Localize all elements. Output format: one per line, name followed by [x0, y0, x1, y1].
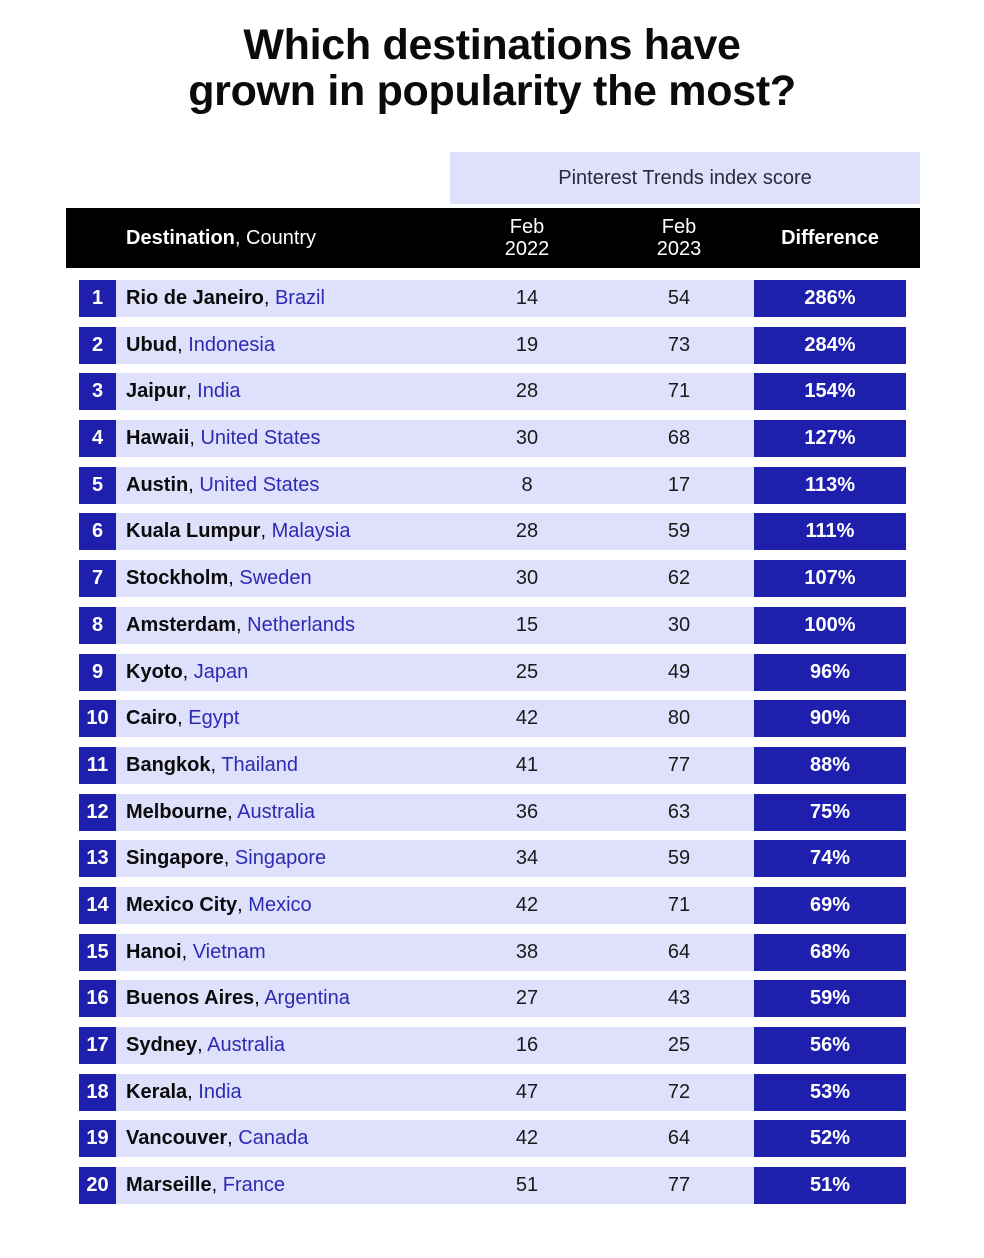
table-row — [79, 654, 906, 691]
header-destination — [126, 208, 316, 268]
destination-city: Jaipur — [126, 380, 187, 403]
destination-city: Vancouver — [126, 1127, 228, 1150]
destination-country: Mexico — [248, 893, 312, 916]
destination-city: Cairo — [126, 707, 178, 730]
rank-badge: 20 — [79, 1167, 116, 1204]
destination-country: France — [222, 1174, 285, 1197]
destination-city: Kuala Lumpur — [126, 520, 261, 543]
destination-city: Hawaii — [126, 427, 190, 450]
score-feb-2023: 59 — [667, 520, 691, 543]
difference-badge: 284% — [754, 327, 906, 364]
destination-city: Singapore — [126, 847, 224, 870]
score-feb-2023: 43 — [667, 987, 691, 1010]
table-row — [79, 887, 906, 924]
difference-badge: 127% — [754, 420, 906, 457]
destination-country: Malaysia — [271, 520, 351, 543]
table-row — [79, 420, 906, 457]
destination-cell: Marseille, France — [126, 1174, 285, 1197]
score-feb-2023: 77 — [667, 753, 691, 776]
rank-badge: 5 — [79, 467, 116, 504]
table-row — [79, 513, 906, 550]
difference-badge: 59% — [754, 980, 906, 1017]
difference-badge: 107% — [754, 560, 906, 597]
score-feb-2022: 14 — [515, 287, 539, 309]
score-feb-2022: 41 — [515, 753, 539, 776]
difference-badge: 56% — [754, 1027, 906, 1064]
destination-country: United States — [199, 473, 320, 496]
difference-badge: 154% — [754, 373, 906, 410]
table-row — [79, 1120, 906, 1157]
header-feb-2022-month: Feb — [509, 216, 545, 238]
destination-cell: Hawaii, United States — [126, 427, 321, 450]
difference-badge: 111% — [754, 513, 906, 550]
score-feb-2022: 34 — [515, 847, 539, 870]
difference-badge: 88% — [754, 747, 906, 784]
table-row — [79, 560, 906, 597]
destination-city: Hanoi — [126, 940, 182, 963]
score-feb-2023: 62 — [667, 567, 691, 590]
score-feb-2023: 73 — [667, 333, 691, 356]
score-feb-2023: 71 — [667, 380, 691, 403]
score-feb-2022: 36 — [515, 800, 539, 823]
destination-country: Brazil — [274, 287, 325, 309]
rank-badge: 9 — [79, 654, 116, 691]
rank-badge: 19 — [79, 1120, 116, 1157]
header-feb-2023-month: Feb — [661, 216, 697, 238]
rank-badge: 1 — [79, 280, 116, 317]
rank-badge: 15 — [79, 934, 116, 971]
score-feb-2022: 42 — [515, 1127, 539, 1150]
destination-city: Rio de Janeiro — [126, 287, 264, 309]
destination-city: Kerala — [126, 1080, 188, 1103]
score-feb-2023: 25 — [667, 1034, 691, 1056]
rank-badge: 13 — [79, 840, 116, 877]
score-feb-2023: 71 — [667, 893, 691, 916]
destination-country: Thailand — [221, 753, 298, 776]
difference-badge: 90% — [754, 700, 906, 737]
destination-city: Bangkok — [126, 753, 211, 776]
destination-cell: Singapore, Singapore — [126, 847, 327, 870]
score-feb-2022: 38 — [515, 940, 539, 963]
destination-country: Sweden — [239, 567, 312, 590]
destination-country: Egypt — [188, 707, 240, 730]
difference-badge: 286% — [754, 280, 906, 317]
header-feb-2023 — [619, 216, 739, 260]
destination-country: Australia — [207, 1034, 285, 1056]
score-feb-2023: 64 — [667, 940, 691, 963]
score-feb-2022: 30 — [515, 567, 539, 590]
header-destination-country: , Country — [234, 227, 317, 249]
difference-badge: 100% — [754, 607, 906, 644]
table-row — [79, 1027, 906, 1064]
table-row — [79, 934, 906, 971]
difference-badge: 96% — [754, 654, 906, 691]
destination-city: Mexico City — [126, 893, 238, 916]
score-feb-2022: 25 — [515, 660, 539, 683]
difference-badge: 51% — [754, 1167, 906, 1204]
score-feb-2023: 80 — [667, 707, 691, 730]
score-feb-2022: 8 — [521, 473, 533, 496]
score-feb-2022: 28 — [515, 380, 539, 403]
score-feb-2023: 68 — [667, 427, 691, 450]
header-feb-2023-year: 2023 — [656, 238, 702, 260]
score-feb-2023: 72 — [667, 1080, 691, 1103]
rank-badge: 8 — [79, 607, 116, 644]
destination-cell: Ubud, Indonesia — [126, 333, 275, 356]
destination-city: Melbourne — [126, 800, 228, 823]
destination-country: Canada — [238, 1127, 309, 1150]
score-feb-2023: 63 — [667, 800, 691, 823]
difference-badge: 74% — [754, 840, 906, 877]
rank-badge: 3 — [79, 373, 116, 410]
destination-cell: Melbourne, Australia — [126, 800, 315, 823]
destination-cell: Stockholm, Sweden — [126, 567, 312, 590]
destination-country: Indonesia — [188, 333, 275, 356]
destination-country: India — [198, 1080, 242, 1103]
chart-title-line-2: grown in popularity the most? — [188, 67, 796, 115]
index-score-label: Pinterest Trends index score — [450, 152, 920, 204]
destination-cell: Buenos Aires, Argentina — [126, 987, 350, 1010]
score-feb-2023: 30 — [667, 613, 691, 636]
destination-country: United States — [200, 427, 321, 450]
table-header — [66, 208, 920, 268]
header-feb-2022 — [467, 216, 587, 260]
destination-city: Marseille — [126, 1174, 212, 1197]
chart-title-line-1: Which destinations have — [243, 21, 741, 69]
chart-title — [0, 22, 984, 114]
destination-country: Netherlands — [247, 613, 356, 636]
destination-country: India — [197, 380, 241, 403]
destination-cell: Mexico City, Mexico — [126, 893, 312, 916]
table-row — [79, 1167, 906, 1204]
rank-badge: 18 — [79, 1074, 116, 1111]
score-feb-2023: 17 — [667, 473, 691, 496]
table-row — [79, 280, 906, 317]
score-feb-2023: 64 — [667, 1127, 691, 1150]
score-feb-2022: 51 — [515, 1174, 539, 1197]
table-row — [79, 840, 906, 877]
destination-cell: Austin, United States — [126, 473, 320, 496]
destination-country: Vietnam — [192, 940, 266, 963]
table-row — [79, 327, 906, 364]
rank-badge: 2 — [79, 327, 116, 364]
destination-country: Australia — [237, 800, 315, 823]
difference-badge: 113% — [754, 467, 906, 504]
difference-badge: 53% — [754, 1074, 906, 1111]
difference-badge: 69% — [754, 887, 906, 924]
table-row — [79, 980, 906, 1017]
destination-country: Argentina — [264, 987, 350, 1010]
score-feb-2022: 15 — [515, 613, 539, 636]
rank-badge: 17 — [79, 1027, 116, 1064]
score-feb-2022: 47 — [515, 1080, 539, 1103]
table-row — [79, 373, 906, 410]
destination-cell: Kerala, India — [126, 1080, 242, 1103]
destination-city: Austin — [126, 473, 189, 496]
destination-city: Ubud — [126, 333, 178, 356]
score-feb-2022: 42 — [515, 893, 539, 916]
difference-badge: 68% — [754, 934, 906, 971]
score-feb-2022: 19 — [515, 333, 539, 356]
destination-cell: Amsterdam, Netherlands — [126, 613, 356, 636]
score-feb-2023: 54 — [667, 287, 691, 309]
destination-cell: Bangkok, Thailand — [126, 753, 298, 776]
table-row — [79, 607, 906, 644]
header-destination-bold: Destination — [126, 227, 235, 249]
score-feb-2022: 42 — [515, 707, 539, 730]
destination-cell: Jaipur, India — [126, 380, 241, 403]
score-feb-2022: 27 — [515, 987, 539, 1010]
destination-cell: Vancouver, Canada — [126, 1127, 309, 1150]
rank-badge: 4 — [79, 420, 116, 457]
destination-city: Stockholm — [126, 567, 229, 590]
destination-city: Sydney — [126, 1034, 198, 1056]
score-feb-2023: 49 — [667, 660, 691, 683]
destination-city: Amsterdam — [126, 613, 237, 636]
table-row — [79, 1074, 906, 1111]
rank-badge: 14 — [79, 887, 116, 924]
header-feb-2022-year: 2022 — [504, 238, 550, 260]
destination-city: Kyoto — [126, 660, 183, 683]
destination-cell: Hanoi, Vietnam — [126, 940, 266, 963]
table-row — [79, 700, 906, 737]
destination-cell: Cairo, Egypt — [126, 707, 240, 730]
rank-badge: 16 — [79, 980, 116, 1017]
rank-badge: 12 — [79, 794, 116, 831]
score-feb-2022: 16 — [515, 1034, 539, 1056]
rank-badge: 11 — [79, 747, 116, 784]
score-feb-2022: 28 — [515, 520, 539, 543]
destination-cell: Kyoto, Japan — [126, 660, 249, 683]
table-row — [79, 747, 906, 784]
difference-badge: 75% — [754, 794, 906, 831]
destination-cell: Sydney, Australia — [126, 1034, 285, 1056]
score-feb-2023: 59 — [667, 847, 691, 870]
table-row — [79, 467, 906, 504]
table-body — [79, 280, 906, 1214]
destination-cell: Kuala Lumpur, Malaysia — [126, 520, 351, 543]
destination-country: Singapore — [234, 847, 327, 870]
rank-badge: 7 — [79, 560, 116, 597]
table-row — [79, 794, 906, 831]
rank-badge: 10 — [79, 700, 116, 737]
header-difference: Difference — [781, 227, 879, 249]
difference-badge: 52% — [754, 1120, 906, 1157]
score-feb-2022: 30 — [515, 427, 539, 450]
score-feb-2023: 77 — [667, 1174, 691, 1197]
destination-city: Buenos Aires — [126, 987, 255, 1010]
destination-country: Japan — [193, 660, 249, 683]
rank-badge: 6 — [79, 513, 116, 550]
destination-cell: Rio de Janeiro, Brazil — [126, 287, 325, 309]
